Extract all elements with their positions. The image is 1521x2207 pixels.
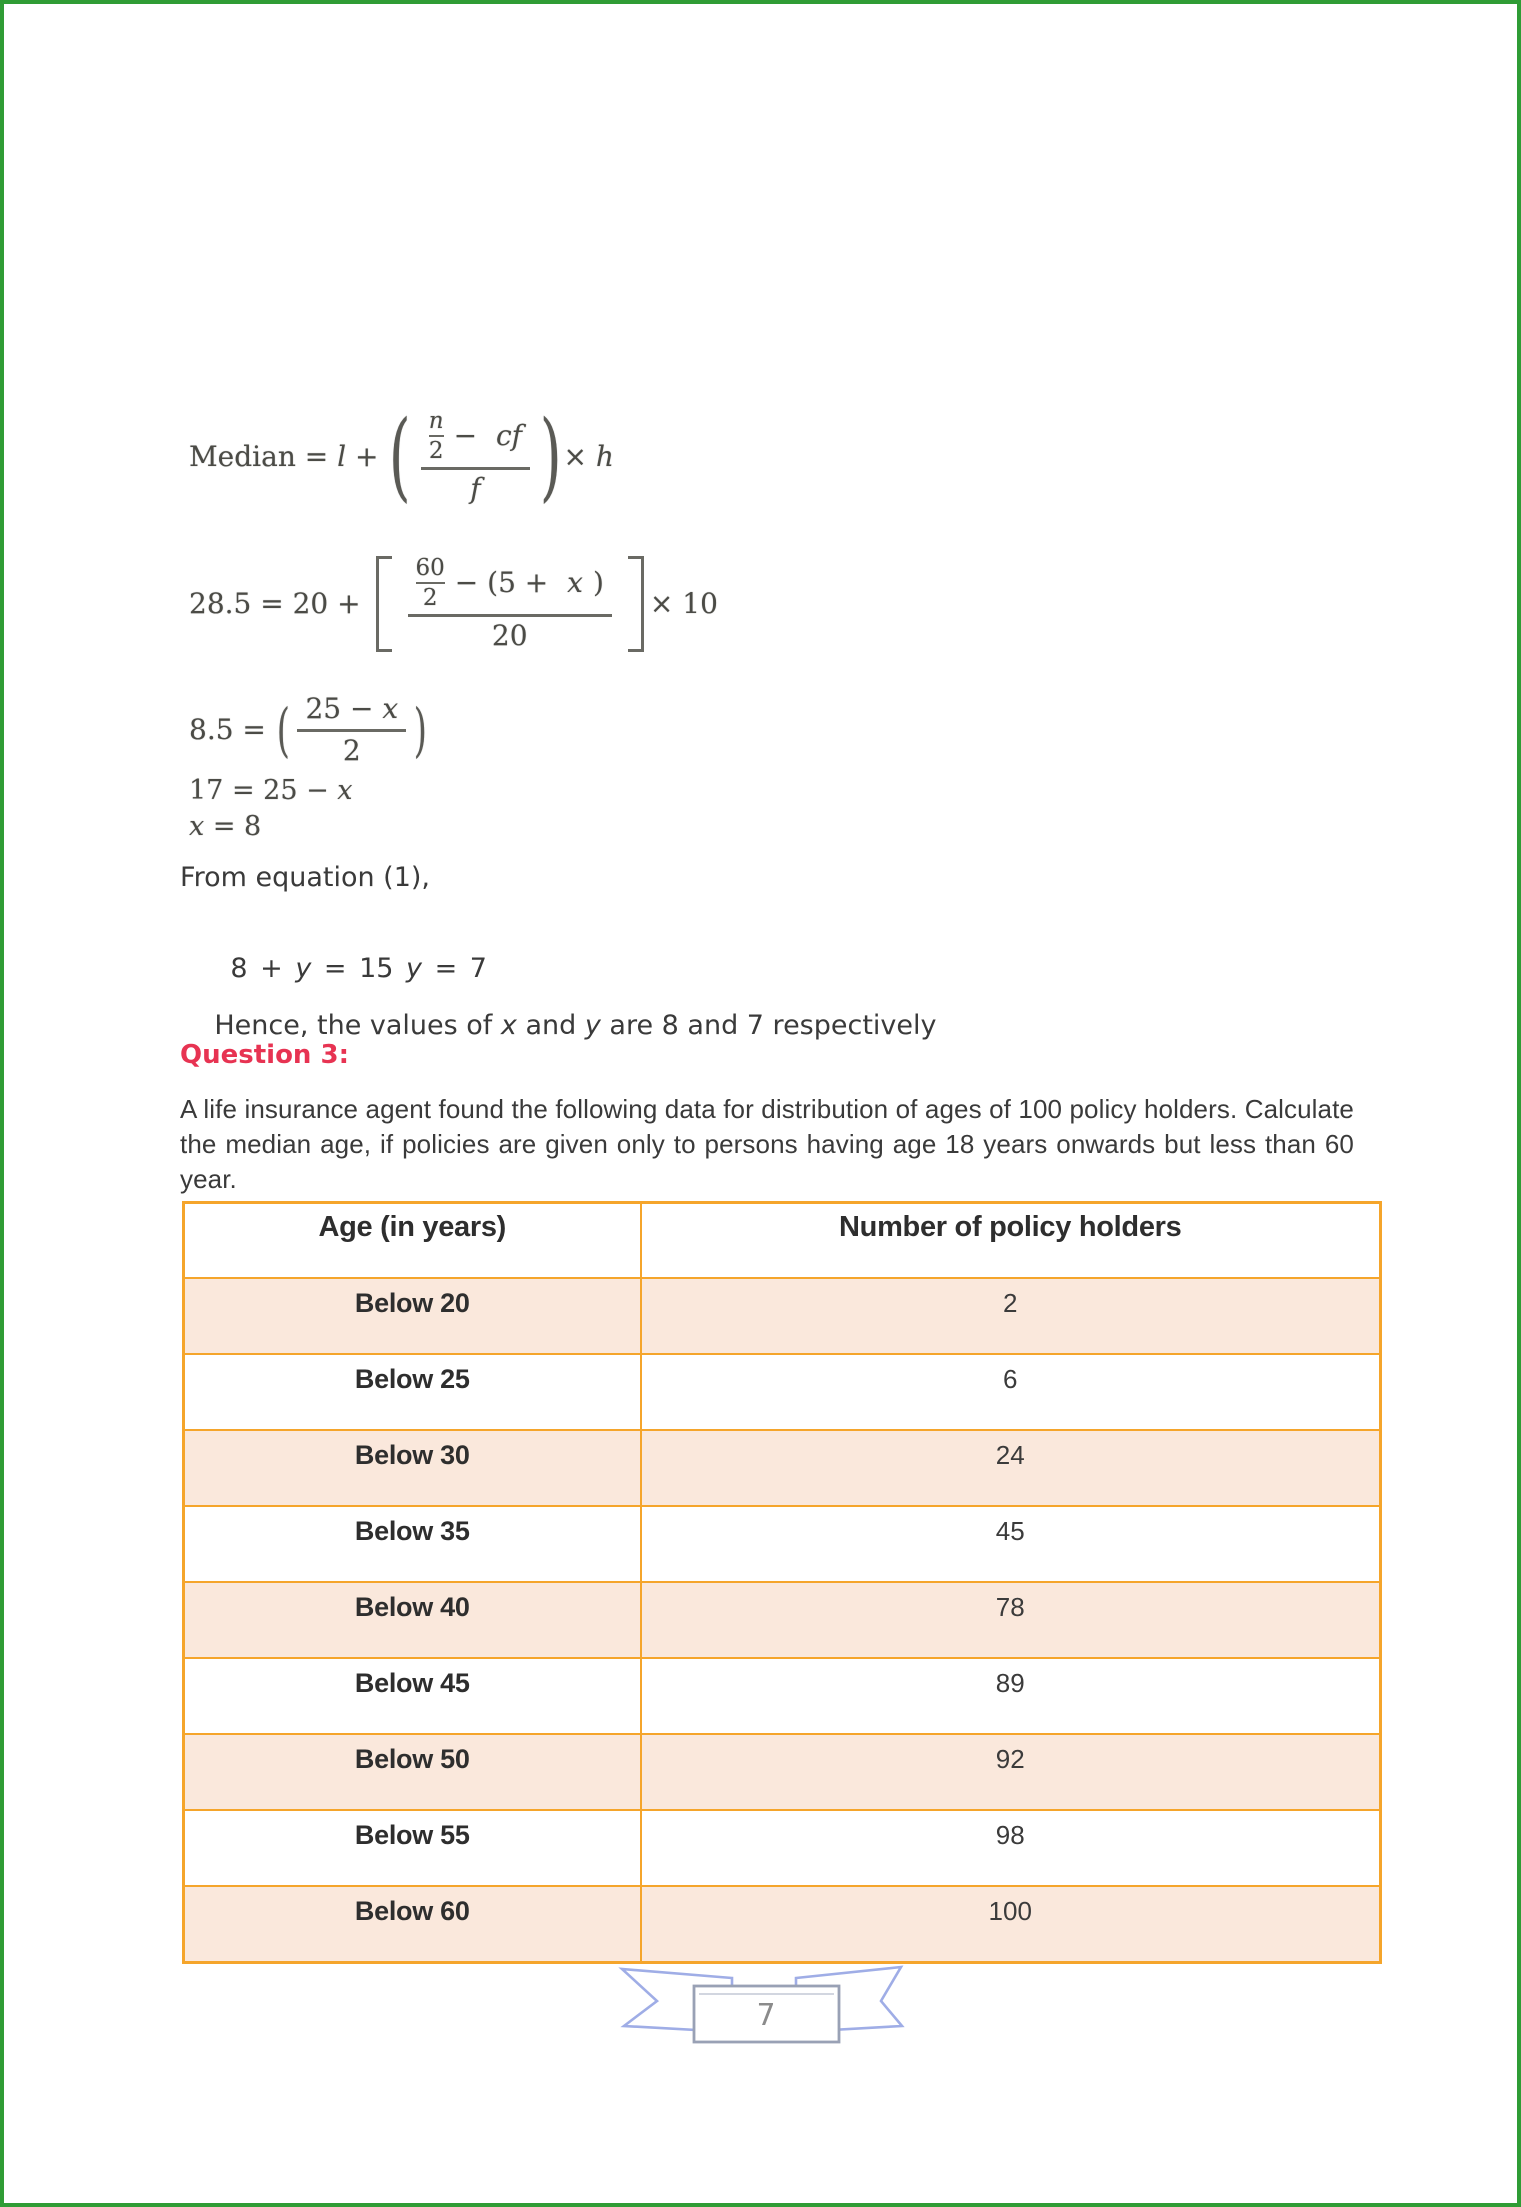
question-text: A life insurance agent found the following data for distribution of ages of 100 policy holders. Calculate the median age, if policies are given only to persons having age 18 years onwards but less than 60 year. bbox=[180, 1094, 1354, 1194]
age-cell: Below 55 bbox=[184, 1810, 641, 1886]
equation-x-8 bbox=[189, 812, 261, 842]
open-paren: ( bbox=[276, 695, 290, 764]
table-row bbox=[184, 1886, 1381, 1963]
mini-fraction bbox=[416, 556, 445, 610]
fraction-bar bbox=[429, 435, 444, 437]
age-cell: Below 20 bbox=[184, 1278, 641, 1354]
equation-text: 2 bbox=[422, 585, 438, 612]
equation-text: Median = bbox=[189, 439, 338, 473]
page-number-ribbon bbox=[604, 1954, 924, 2054]
page-number: 7 bbox=[756, 1998, 776, 2033]
table-row bbox=[184, 1582, 1381, 1658]
equation-text: 20 bbox=[491, 619, 528, 653]
fraction bbox=[297, 694, 406, 767]
variable-y: y bbox=[584, 1010, 601, 1041]
solution-text: 8 + bbox=[230, 953, 296, 984]
variable-y: y bbox=[295, 953, 312, 984]
count-cell: 78 bbox=[641, 1582, 1381, 1658]
open-paren: ( bbox=[389, 400, 411, 513]
equation-text: ) bbox=[592, 565, 604, 599]
equation-8-5 bbox=[189, 694, 429, 767]
close-paren: ) bbox=[539, 400, 562, 513]
fraction-bar bbox=[416, 582, 445, 584]
age-cell: Below 25 bbox=[184, 1354, 641, 1430]
close-paren: ) bbox=[413, 695, 428, 764]
table-row bbox=[184, 1278, 1381, 1354]
equation-variable: l bbox=[337, 439, 347, 473]
count-cell: 98 bbox=[641, 1810, 1381, 1886]
equation-text: − bbox=[453, 418, 486, 452]
variable-y: y bbox=[406, 953, 423, 984]
count-cell: 24 bbox=[641, 1430, 1381, 1506]
age-cell: Below 45 bbox=[184, 1658, 641, 1734]
age-cell: Below 30 bbox=[184, 1430, 641, 1506]
policy-holders-table bbox=[182, 1201, 1382, 1964]
equation-text: × 10 bbox=[649, 586, 718, 620]
count-cell: 6 bbox=[641, 1354, 1381, 1430]
fraction bbox=[408, 556, 612, 652]
age-cell: Below 60 bbox=[184, 1886, 641, 1963]
table-row bbox=[184, 1810, 1381, 1886]
equation-text: 2 bbox=[428, 438, 444, 465]
solution-text: and bbox=[516, 1010, 585, 1041]
equation-text: − (5 + bbox=[454, 565, 558, 599]
solution-text: = 15 bbox=[311, 953, 407, 984]
variable-x: x bbox=[500, 1010, 517, 1041]
equation-text: 28.5 = 20 + bbox=[189, 586, 370, 620]
mini-fraction bbox=[429, 409, 444, 463]
equation-variable: x bbox=[567, 565, 583, 599]
question-heading: Question 3: bbox=[180, 1040, 349, 1070]
table-row bbox=[184, 1430, 1381, 1506]
equation-variable: x bbox=[189, 811, 205, 842]
equation-median-formula bbox=[189, 400, 614, 513]
equation-text: 8.5 = bbox=[189, 712, 275, 746]
count-cell: 92 bbox=[641, 1734, 1381, 1810]
open-bracket bbox=[376, 556, 392, 652]
equation-text: 2 bbox=[342, 733, 361, 767]
solution-text: are 8 and 7 respectively bbox=[600, 1010, 937, 1041]
table-row bbox=[184, 1658, 1381, 1734]
solution-line-from-equation: From equation (1), bbox=[180, 862, 431, 893]
count-cell: 89 bbox=[641, 1658, 1381, 1734]
equation-text: 25 − bbox=[305, 692, 383, 725]
fraction-bar bbox=[408, 614, 612, 617]
age-cell: Below 50 bbox=[184, 1734, 641, 1810]
fraction-bar bbox=[421, 467, 530, 470]
solution-text: = 7 bbox=[422, 953, 487, 984]
table-row bbox=[184, 1506, 1381, 1582]
table-row bbox=[184, 1354, 1381, 1430]
equation-variable: h bbox=[595, 439, 614, 473]
equation-text: 60 bbox=[415, 555, 445, 581]
header-age-column: Age (in years) bbox=[184, 1203, 641, 1279]
equation-variable: f bbox=[470, 472, 481, 506]
equation-variable: n bbox=[428, 408, 444, 434]
equation-17 bbox=[189, 776, 353, 806]
count-cell: 100 bbox=[641, 1886, 1381, 1963]
equation-text: × bbox=[563, 439, 596, 473]
equation-variable: x bbox=[337, 775, 353, 806]
fraction bbox=[421, 409, 530, 505]
close-bracket bbox=[628, 556, 644, 652]
equation-text: 17 = 25 − bbox=[189, 775, 338, 806]
table-header-row bbox=[184, 1203, 1381, 1279]
equation-28-5 bbox=[189, 556, 718, 652]
equation-variable: x bbox=[382, 692, 399, 725]
age-cell: Below 40 bbox=[184, 1582, 641, 1658]
count-cell: 45 bbox=[641, 1506, 1381, 1582]
count-cell: 2 bbox=[641, 1278, 1381, 1354]
equation-text: + bbox=[346, 439, 388, 473]
header-count-column: Number of policy holders bbox=[641, 1203, 1381, 1279]
equation-text: = 8 bbox=[204, 811, 262, 842]
table-row bbox=[184, 1734, 1381, 1810]
age-cell: Below 35 bbox=[184, 1506, 641, 1582]
solution-text: Hence, the values of bbox=[214, 1010, 501, 1041]
fraction-bar bbox=[297, 729, 406, 732]
equation-variable: cf bbox=[496, 418, 523, 452]
